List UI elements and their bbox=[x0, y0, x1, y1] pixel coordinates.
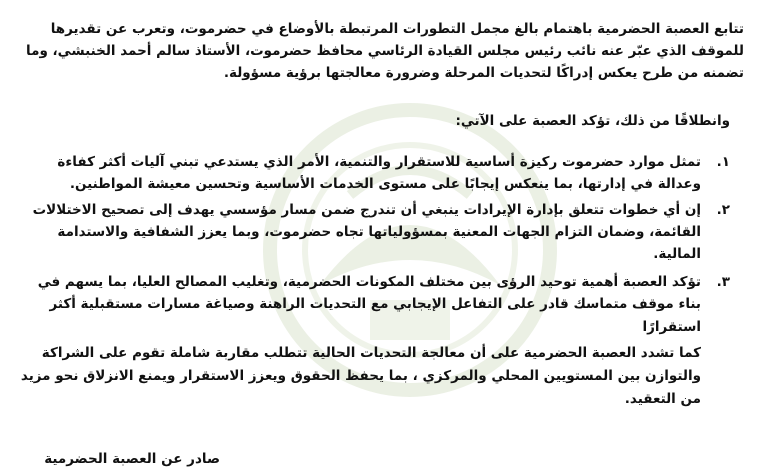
lead-sentence: وانطلاقًا من ذلك، تؤكد العصبة على الآتي: bbox=[455, 113, 730, 129]
point-line: تؤكد العصبة أهمية توحيد الرؤى بين مختلف المكونات الحضرمية، وتغليب المصالح العليا، بما يسهم في bbox=[37, 274, 701, 290]
closing-line: كما تشدد العصبة الحضرمية على أن معالجة التحديات الحالية تتطلب مقاربة شاملة تقوم على الشراكة bbox=[41, 345, 701, 361]
point-line: وعدالة في إدارتها، بما ينعكس إيجابًا على مستوى الخدمات الأساسية وتحسين معيشة المواطنين. bbox=[69, 176, 701, 192]
closing-line: والتوازن بين المستويين المحلي والمركزي ، بما يحفظ الحقوق ويعزز الاستقرار ويمنع الانزلاق نحو مزيد bbox=[20, 368, 701, 384]
point-number: ٢. bbox=[716, 202, 730, 218]
point-line: بناء موقف متماسك قادر على التفاعل الإيجابي مع التحديات الراهنة وصياغة مسارات مستقبلية أكثر bbox=[49, 296, 701, 312]
point-line: استقرارًا bbox=[642, 319, 701, 335]
point-line: إن أي خطوات تتعلق بإدارة الإيرادات ينبغي أن تندرج ضمن مسار مؤسسي يهدف إلى تصحيح الاختلالات bbox=[32, 202, 701, 218]
intro-line: للموقف الذي عبّر عنه نائب رئيس مجلس القيادة الرئاسي محافظ حضرموت، الأستاذ سالم أحمد الخنبشي، وما bbox=[26, 43, 744, 59]
intro-line: تضمنه من طرح يعكس إدراكًا لتحديات المرحلة وضرورة معالجتها برؤية مسؤولة. bbox=[223, 65, 744, 81]
point-line: المالية. bbox=[653, 246, 701, 262]
point-number: ٣. bbox=[716, 274, 730, 290]
point-line: تمثل موارد حضرموت ركيزة أساسية للاستقرار والتنمية، الأمر الذي يستدعي تبني آليات أكثر كفاءة bbox=[57, 154, 701, 170]
signature-line: صادر عن العصبة الحضرمية bbox=[44, 451, 220, 467]
point-number: ١. bbox=[716, 154, 730, 170]
closing-line: من التعقيد. bbox=[624, 391, 701, 407]
point-line: القائمة، وضمان التزام الجهات المعنية بمسؤولياتها تجاه حضرموت، وبما يعزز الشفافية والاستدامة bbox=[57, 224, 701, 240]
intro-line: تتابع العصبة الحضرمية باهتمام بالغ مجمل التطورات المرتبطة بالأوضاع في حضرموت، وتعرب عن تقديرها bbox=[50, 21, 744, 37]
